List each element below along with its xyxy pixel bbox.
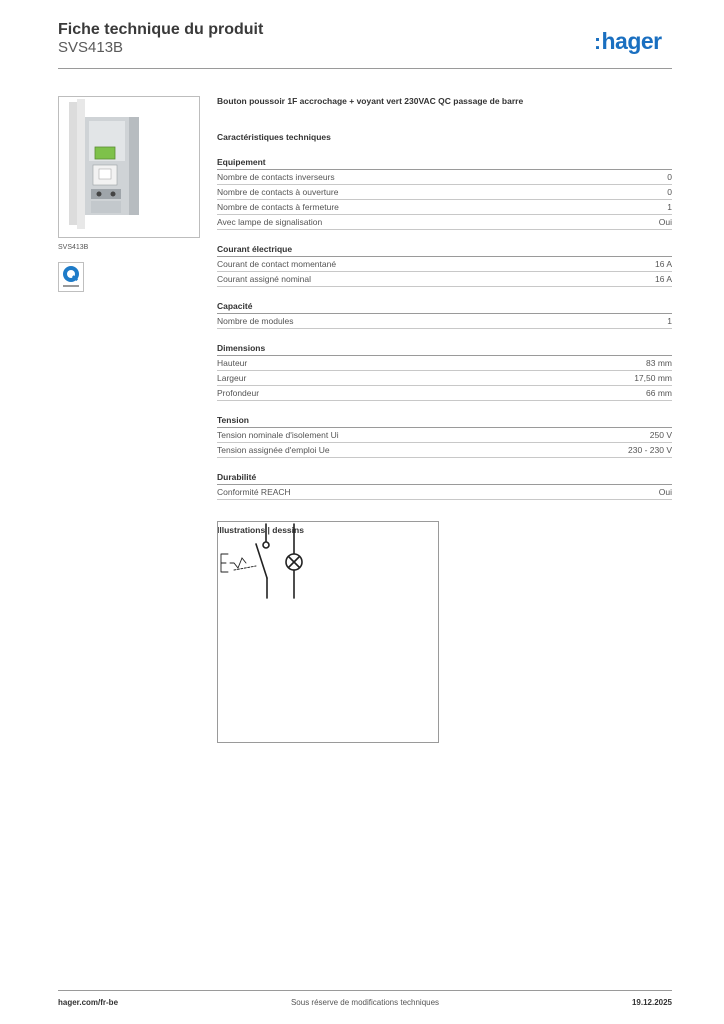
spec-label: Tension assignée d'emploi Ue (217, 445, 330, 455)
spec-row (217, 215, 672, 230)
spec-value: 250 V (649, 430, 672, 440)
spec-value: 1 (667, 202, 672, 212)
spec-value: 83 mm (646, 358, 672, 368)
main-content (217, 95, 672, 536)
spec-value: 0 (667, 172, 672, 182)
spec-value: 1 (667, 316, 672, 326)
spec-label: Nombre de contacts à ouverture (217, 187, 339, 197)
spec-value: 230 - 230 V (628, 445, 672, 455)
spec-row (217, 200, 672, 215)
spec-value: 66 mm (646, 388, 672, 398)
spec-row (217, 257, 672, 272)
spec-value: 16 A (654, 274, 672, 284)
spec-label: Nombre de contacts inverseurs (217, 172, 335, 182)
push-symbol (221, 554, 246, 572)
spec-row (217, 443, 672, 458)
section-heading: Courant électrique (217, 243, 672, 257)
product-reference: SVS413B (58, 39, 124, 56)
section-heading: Dimensions (217, 342, 672, 356)
spec-label: Courant assigné nominal (217, 274, 312, 284)
spec-label: Profondeur (217, 388, 260, 398)
spec-value: Oui (658, 217, 672, 227)
spec-section-tension (217, 414, 672, 458)
section-heading: Tension (217, 414, 672, 428)
spec-label: Nombre de contacts à fermeture (217, 202, 339, 212)
product-photo (58, 96, 200, 238)
latch-indicator (263, 542, 269, 548)
spec-section-durabilite (217, 471, 672, 500)
spec-row (217, 371, 672, 386)
quality-icon (58, 262, 84, 292)
spec-row (217, 428, 672, 443)
page-header (58, 20, 263, 57)
wiring-diagram (217, 521, 439, 743)
spec-row (217, 185, 672, 200)
spec-row (217, 485, 672, 500)
footer-disclaimer: Sous réserve de modifications techniques (290, 998, 440, 1007)
photo-caption: SVS413B (58, 244, 89, 251)
spec-section-capacite (217, 300, 672, 329)
logo-text: hager (601, 28, 662, 54)
footer-divider (58, 990, 672, 991)
header-divider (58, 68, 672, 69)
footer-website-link[interactable]: hager.com/fr-be (58, 998, 119, 1007)
switch-blade (256, 544, 267, 578)
spec-row (217, 272, 672, 287)
spec-section-dimensions (217, 342, 672, 401)
illustrations-title: Illustrations | dessins (217, 525, 304, 535)
spec-section-courant (217, 243, 672, 287)
spec-row (217, 386, 672, 401)
spec-row (217, 356, 672, 371)
spec-label: Nombre de modules (217, 316, 294, 326)
spec-label: Courant de contact momentané (217, 259, 337, 269)
specs-title: Caractéristiques techniques (217, 132, 331, 142)
spec-label: Tension nominale d'isolement Ui (217, 430, 339, 440)
spec-value: Oui (658, 487, 672, 497)
spec-label: Hauteur (217, 358, 248, 368)
spec-label: Avec lampe de signalisation (217, 217, 323, 227)
footer-date: 19.12.2025 (631, 998, 672, 1007)
spec-row (217, 314, 672, 329)
hager-logo: :hager (594, 28, 662, 54)
document-title: Fiche technique du produit (58, 21, 264, 38)
section-heading: Equipement (217, 156, 672, 170)
spec-row (217, 170, 672, 185)
section-heading: Capacité (217, 300, 672, 314)
spec-value: 16 A (654, 259, 672, 269)
spec-value: 17,50 mm (634, 373, 672, 383)
spec-value: 0 (667, 187, 672, 197)
section-heading: Durabilité (217, 471, 672, 485)
spec-label: Conformité REACH (217, 487, 291, 497)
spec-label: Largeur (217, 373, 247, 383)
spec-section-equipement (217, 156, 672, 230)
product-description: Bouton poussoir 1F accrochage + voyant vert 230VAC QC passage de barre (217, 96, 524, 106)
